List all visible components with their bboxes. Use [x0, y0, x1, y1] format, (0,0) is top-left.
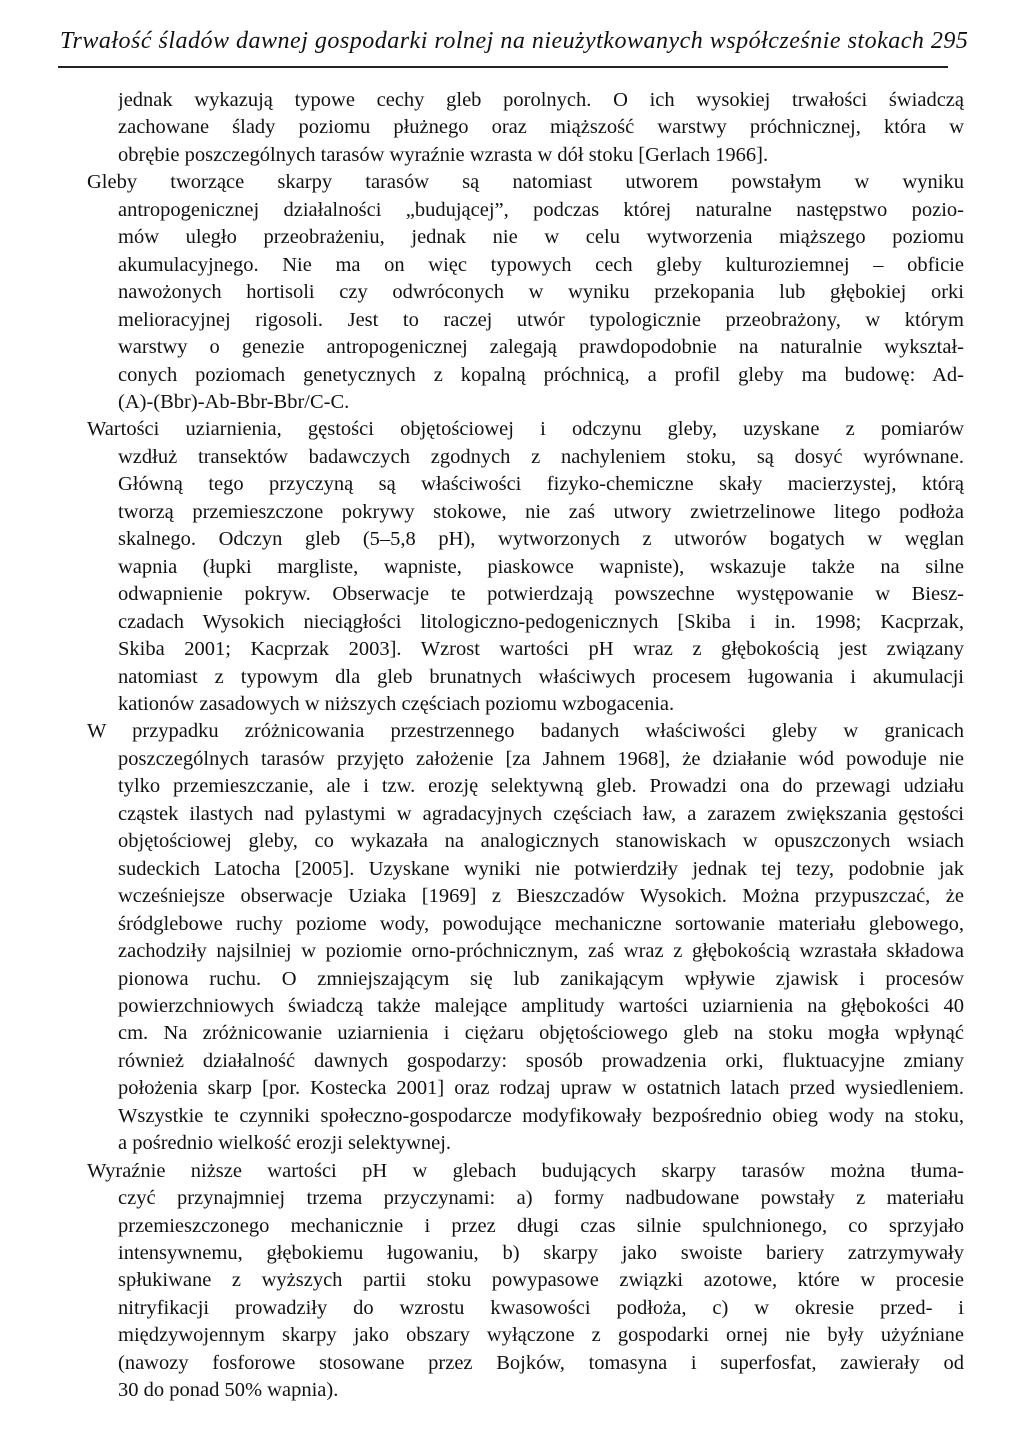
text-line: zachowane ślady poziomu płużnego oraz miąższość warstwy próchnicznej, która w [118, 116, 964, 139]
text-line: (nawozy fosforowe stosowane przez Bojków, tomasyna i superfosfat, zawierały od [118, 1351, 964, 1374]
text-line: Gleby tworzące skarpy tarasów są natomiast utworem powstałym w wyniku [87, 171, 964, 194]
text-line: kationów zasadowych w niższych częściach poziomu wzbogacenia. [118, 692, 675, 715]
text-line: skalnego. Odczyn gleb (5–5,8 pH), wytworzonych z utworów bogatych w węglan [118, 528, 964, 551]
text-line: wcześniejsze obserwacje Uziaka [1969] z Bieszczadów Wysokich. Można przypuszczać, że [118, 885, 964, 908]
text-line: 30 do ponad 50% wapnia). [118, 1379, 339, 1402]
text-line: pionowa ruchu. O zmniejszającym się lub zanikającym wpływie zjawisk i procesów [118, 967, 964, 990]
text-line: międzywojennym skarpy jako obszary wyłączone z gospodarki ornej nie były użyźniane [118, 1324, 964, 1347]
text-line: objętościowej gleby, co wykazała na analogicznych stanowiskach w opuszczonych wsiach [118, 830, 964, 853]
text-line: akumulacyjnego. Nie ma on więc typowych cech gleby kulturoziemnej – obficie [118, 253, 964, 276]
text-line: czadach Wysokich nieciągłości litologiczno-pedogenicznych [Skiba i in. 1998; Kacprzak, [118, 610, 964, 633]
text-line: cząstek ilastych nad pylastymi w agradacyjnych częściach ław, a zarazem zwiększania gęstości [118, 802, 964, 825]
text-line: obrębie poszczególnych tarasów wyraźnie wzrasta w dół stoku [Gerlach 1966]. [118, 143, 769, 166]
body-text [87, 87, 964, 1405]
text-line: Wyraźnie niższe wartości pH w glebach budujących skarpy tarasów można tłuma- [87, 1159, 964, 1182]
text-line: cm. Na zróżnicowanie uziarnienia i ciężaru objętościowego gleb na stoku mogła wpłynąć [118, 1022, 964, 1045]
running-header: Trwałość śladów dawnej gospodarki rolnej na nieużytkowanych współcześnie stokach 295 [60, 28, 969, 54]
text-line: antropogenicznej działalności „budującej”, podczas której naturalne następstwo pozio- [118, 198, 964, 221]
text-line: Wartości uziarnienia, gęstości objętościowej i odczynu gleby, uzyskane z pomiarów [87, 418, 964, 441]
text-line: nitryfikacji prowadziły do wzrostu kwasowości podłoża, c) w okresie przed- i [118, 1296, 964, 1319]
text-line: mów uległo przeobrażeniu, jednak nie w celu wytworzenia miąższego poziomu [118, 226, 964, 249]
text-line: a pośrednio wielkość erozji selektywnej. [118, 1132, 452, 1155]
text-line: wapnia (łupki margliste, wapniste, piaskowce wapniste), wskazuje także na silne [118, 555, 964, 578]
text-line: (A)-(Bbr)-Ab-Bbr-Bbr/C-C. [118, 390, 350, 413]
text-line: natomiast z typowym dla gleb brunatnych właściwych procesem ługowania i akumulacji [118, 665, 964, 688]
text-line: powierzchniowych świadczą także malejące amplitudy wartości uziarnienia na głębokości 40 [118, 994, 964, 1017]
text-line: położenia skarp [por. Kostecka 2001] oraz rodzaj upraw w ostatnich latach przed wysiedleniem. [118, 1077, 964, 1100]
text-line: Wszystkie te czynniki społeczno-gospodarcze modyfikowały bezpośrednio obieg wody na stoku, [118, 1104, 964, 1127]
header-rule [58, 66, 948, 68]
text-line: również działalność dawnych gospodarzy: sposób prowadzenia orki, fluktuacyjne zmiany [118, 1049, 964, 1072]
text-line: warstwy o genezie antropogenicznej zalegają prawdopodobnie na naturalnie wykształ- [118, 336, 964, 359]
text-line: spłukiwane z wyższych partii stoku powypasowe związki azotowe, które w procesie [118, 1269, 964, 1292]
text-line: przemieszczonego mechanicznie i przez długi czas silnie spulchnionego, co sprzyjało [118, 1214, 964, 1237]
text-line: conych poziomach genetycznych z kopalną próchnicą, a profil gleby ma budowę: Ad- [118, 363, 964, 386]
text-line: jednak wykazują typowe cechy gleb porolnych. O ich wysokiej trwałości świadczą [118, 89, 964, 111]
text-line: wzdłuż transektów badawczych zgodnych z nachyleniem stoku, są dosyć wyrównane. [118, 445, 964, 468]
text-line: poszczególnych tarasów przyjęto założenie [za Jahnem 1968], że działanie wód powoduje nie [118, 747, 964, 770]
text-line: czyć przynajmniej trzema przyczynami: a) formy nadbudowane powstały z materiału [118, 1187, 964, 1210]
text-line: tworzą przemieszczone pokrywy stokowe, nie zaś utwory zwietrzelinowe litego podłoża [118, 500, 964, 523]
text-line: zachodziły najsilniej w poziomie orno-próchnicznym, zaś wraz z głębokością wzrastała składowa [118, 940, 964, 963]
text-line: nawożonych hortisoli czy odwróconych w wyniku przekopania lub głębokiej orki [118, 281, 964, 304]
text-line: śródglebowe ruchy poziome wody, powodujące mechaniczne sortowanie materiału glebowego, [118, 912, 964, 935]
text-line: melioracyjnej rigosoli. Jest to raczej utwór typologicznie przeobrażony, w którym [118, 308, 964, 331]
text-line: intensywnemu, głębokiemu ługowaniu, b) skarpy jako swoiste bariery zatrzymywały [118, 1242, 964, 1265]
text-line: Skiba 2001; Kacprzak 2003]. Wzrost wartości pH wraz z głębokością jest związany [118, 638, 964, 661]
text-line: sudeckich Latocha [2005]. Uzyskane wyniki nie potwierdziły jednak tej tezy, podobnie jak [118, 857, 964, 880]
text-line: odwapnienie pokryw. Obserwacje te potwierdzają powszechne występowanie w Biesz- [118, 583, 964, 606]
text-line: tylko przemieszczanie, ale i tzw. erozję selektywną gleb. Prowadzi ona do przewagi udziału [118, 775, 964, 798]
text-line: W przypadku zróżnicowania przestrzennego badanych właściwości gleby w granicach [87, 720, 964, 743]
text-line: Główną tego przyczyną są właściwości fizyko-chemiczne skały macierzystej, którą [118, 473, 964, 496]
